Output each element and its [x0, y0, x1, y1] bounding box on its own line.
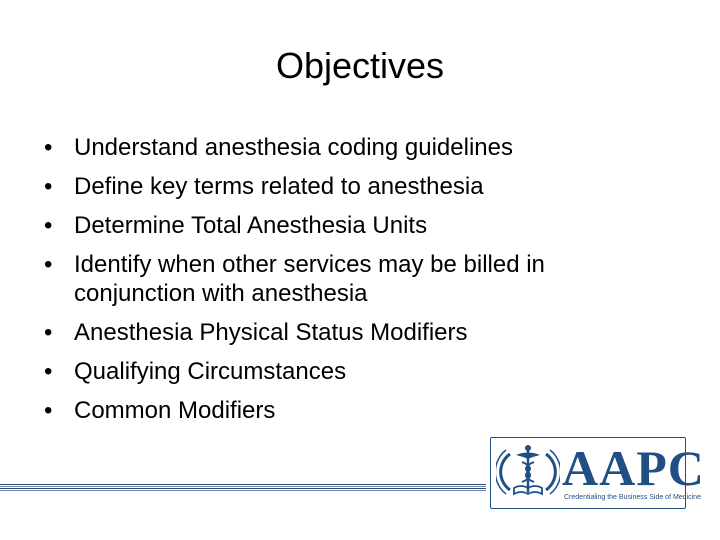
bullet-marker: • — [44, 358, 53, 385]
bullet-item — [44, 133, 664, 162]
footer-rule-line — [0, 486, 486, 487]
caduceus-book-icon — [496, 440, 560, 504]
bullet-text: Identify when other services may be billed in conjunction with anesthesia — [74, 251, 545, 307]
bullet-item — [44, 396, 664, 425]
bullet-item — [44, 211, 664, 240]
bullet-text: Understand anesthesia coding guidelines — [74, 134, 513, 161]
bullet-marker: • — [44, 134, 53, 161]
bullet-item — [44, 250, 664, 308]
bullet-marker: • — [44, 397, 53, 424]
footer-rule-line — [0, 488, 486, 489]
footer-rule-line — [0, 490, 486, 491]
footer-rule — [0, 484, 486, 492]
bullet-item — [44, 318, 664, 347]
bullet-text: Anesthesia Physical Status Modifiers — [74, 319, 468, 346]
bullet-marker: • — [44, 212, 53, 239]
bullet-item — [44, 172, 664, 201]
bullet-text: Determine Total Anesthesia Units — [74, 212, 428, 239]
slide-title: Objectives — [275, 45, 445, 86]
bullet-text: Qualifying Circumstances — [74, 358, 347, 385]
footer-rule-line — [0, 484, 486, 485]
bullet-text: Define key terms related to anesthesia — [74, 173, 484, 200]
logo-tagline: Credentialing the Business Side of Medicine — [564, 494, 701, 501]
bullet-list — [44, 133, 664, 435]
bullet-text: Common Modifiers — [74, 397, 276, 424]
logo-wordmark: AAPC — [562, 440, 705, 496]
bullet-marker: • — [44, 319, 53, 346]
aapc-logo — [490, 437, 705, 509]
bullet-marker: • — [44, 251, 53, 278]
bullet-marker: • — [44, 173, 53, 200]
bullet-item — [44, 357, 664, 386]
